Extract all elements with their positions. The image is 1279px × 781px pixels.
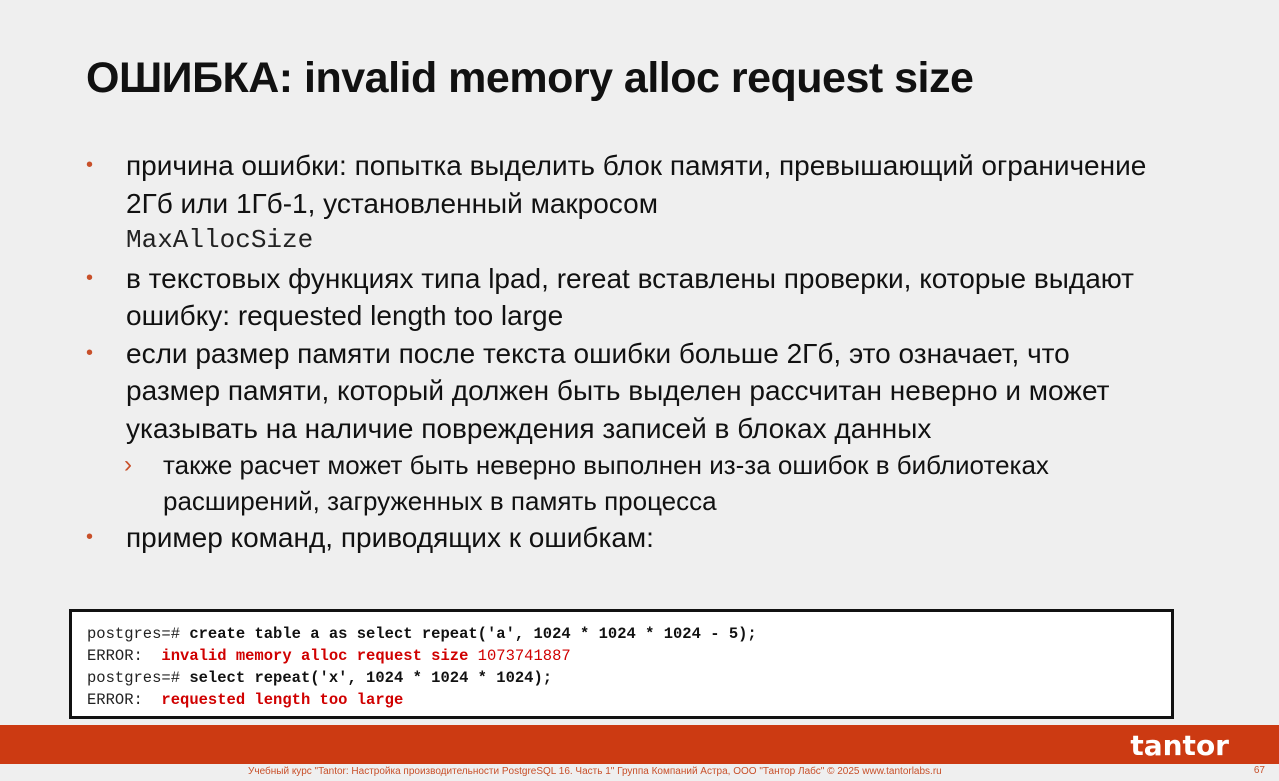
sub-bullet-item [86, 447, 1166, 519]
bullet-text: также расчет может быть неверно выполнен из-за ошибок в библиотеках расширений, загруженных в память процесса [163, 450, 1049, 516]
bullet-item [86, 260, 1166, 335]
code-error-message: requested length too large [161, 691, 404, 709]
code-error-prefix: ERROR: [87, 647, 162, 665]
page-number: 67 [1253, 765, 1265, 776]
code-error-prefix: ERROR: [87, 691, 162, 709]
code-command: select repeat('x', 1024 * 1024 * 1024); [189, 669, 553, 687]
chevron-right-icon: › [124, 451, 132, 478]
code-block [69, 609, 1174, 719]
footer-text: Учебный курс "Tantor: Настройка производительности PostgreSQL 16. Часть 1" Группа Компаний Астра, ООО "Тантор Лабс" © 2025 www.tantorlabs.ru [248, 766, 942, 777]
bullet-text: в текстовых функциях типа lpad, rereat вставлены проверки, которые выдают ошибку: requested length too large [126, 262, 1134, 331]
bullet-item [86, 147, 1166, 260]
code-prompt: postgres=# [87, 625, 190, 643]
tantor-logo: tantor [1130, 729, 1229, 762]
code-prompt: postgres=# [87, 669, 190, 687]
bullet-text: если размер памяти после текста ошибки больше 2Гб, это означает, что размер памяти, который должен быть выделен рассчитан неверно и может указывать на наличие повреждения записей в блоках данных [126, 337, 1110, 444]
bullet-item [86, 519, 1166, 557]
bullet-dot-icon: • [86, 526, 94, 548]
code-error-message: invalid memory alloc request size [161, 647, 469, 665]
macro-name: MaxAllocSize [126, 225, 314, 255]
footer-bar [0, 725, 1279, 764]
code-error-number: 1073741887 [468, 647, 571, 665]
slide-title: ОШИБКА: invalid memory alloc request size [86, 54, 974, 102]
bullet-list [86, 147, 1166, 557]
bullet-text: пример команд, приводящих к ошибкам: [126, 522, 654, 553]
code-command: create table a as select repeat('a', 1024 * 1024 * 1024 - 5); [189, 625, 757, 643]
bullet-text: причина ошибки: попытка выделить блок памяти, превышающий ограничение 2Гб или 1Гб-1, установленный макросом [126, 150, 1147, 219]
bullet-dot-icon: • [86, 266, 94, 289]
bullet-dot-icon: • [86, 341, 94, 364]
bullet-dot-icon: • [86, 154, 94, 176]
bullet-item [86, 335, 1166, 448]
